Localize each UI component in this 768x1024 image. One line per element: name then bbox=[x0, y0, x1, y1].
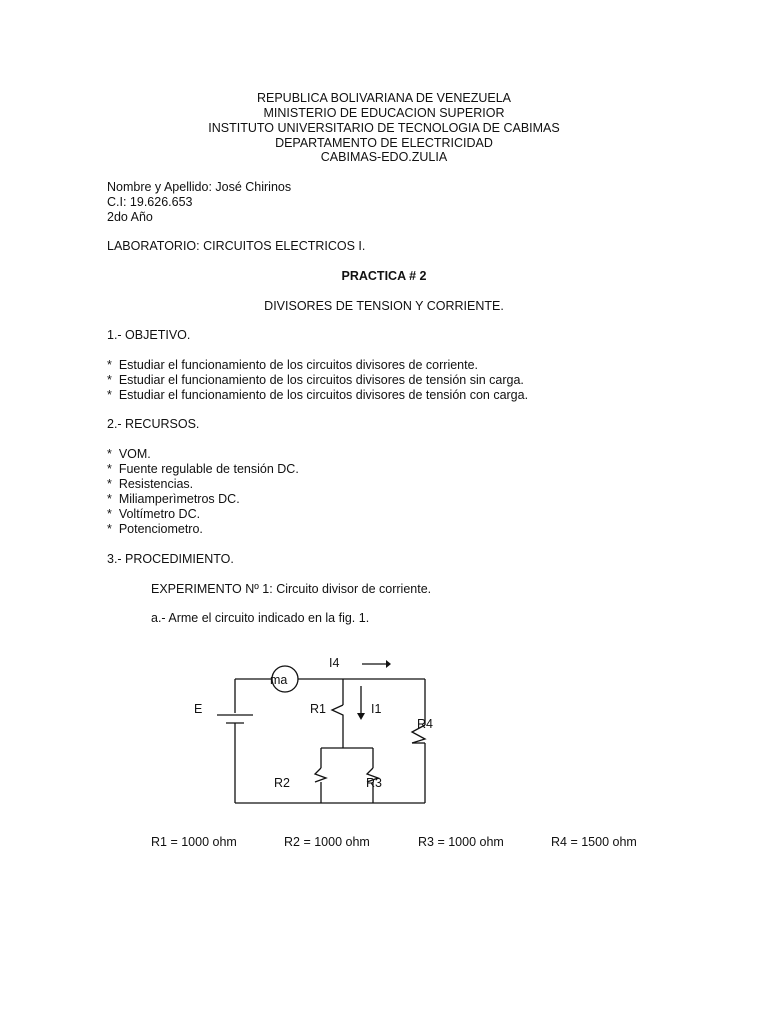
lab-title: LABORATORIO: CIRCUITOS ELECTRICOS I. bbox=[107, 239, 366, 253]
label-ma: ma bbox=[270, 673, 288, 687]
value-r1: R1 = 1000 ohm bbox=[151, 835, 237, 849]
value-r3: R3 = 1000 ohm bbox=[418, 835, 504, 849]
header-line-department: DEPARTAMENTO DE ELECTRICIDAD bbox=[275, 136, 493, 150]
objective-item: * Estudiar el funcionamiento de los circuitos divisores de tensión con carga. bbox=[107, 388, 528, 403]
label-r4: R4 bbox=[417, 717, 433, 731]
resource-item: * Fuente regulable de tensión DC. bbox=[107, 462, 299, 477]
label-r1: R1 bbox=[310, 702, 326, 716]
objective-heading: 1.- OBJETIVO. bbox=[107, 328, 191, 342]
resistor-r2 bbox=[315, 768, 326, 782]
header-line-republic: REPUBLICA BOLIVARIANA DE VENEZUELA bbox=[256, 91, 512, 105]
resource-item: * Potenciometro. bbox=[107, 522, 203, 537]
value-r2: R2 = 1000 ohm bbox=[284, 835, 370, 849]
resource-item: * Miliamperìmetros DC. bbox=[107, 492, 240, 507]
experiment-title: EXPERIMENTO Nº 1: Circuito divisor de corriente. bbox=[151, 582, 432, 596]
objective-item: * Estudiar el funcionamiento de los circuitos divisores de corriente. bbox=[107, 358, 478, 373]
resource-item: * VOM. bbox=[107, 447, 151, 462]
resources-heading: 2.- RECURSOS. bbox=[107, 417, 200, 431]
arrow-i1-head bbox=[357, 713, 365, 720]
label-e: E bbox=[194, 702, 203, 716]
label-r2: R2 bbox=[274, 776, 290, 790]
arrow-i4-head bbox=[386, 660, 391, 668]
practice-title: PRACTICA # 2 bbox=[341, 269, 427, 283]
label-r3: R3 bbox=[366, 776, 382, 790]
label-i1: I1 bbox=[371, 702, 382, 716]
value-r4: R4 = 1500 ohm bbox=[551, 835, 637, 849]
student-name: Nombre y Apellido: José Chirinos bbox=[107, 180, 292, 194]
procedure-step-a: a.- Arme el circuito indicado en la fig. 1. bbox=[151, 611, 370, 625]
header-line-institute: INSTITUTO UNIVERSITARIO DE TECNOLOGIA DE CABIMAS bbox=[208, 121, 560, 135]
label-i4: I4 bbox=[329, 656, 340, 670]
objective-item: * Estudiar el funcionamiento de los circuitos divisores de tensión sin carga. bbox=[107, 373, 524, 388]
resource-item: * Voltímetro DC. bbox=[107, 507, 200, 522]
student-year: 2do Año bbox=[107, 210, 153, 224]
header-line-city: CABIMAS-EDO.ZULIA bbox=[320, 150, 448, 164]
practice-subtitle: DIVISORES DE TENSION Y CORRIENTE. bbox=[264, 299, 504, 313]
student-ci: C.I: 19.626.653 bbox=[107, 195, 193, 209]
circuit-diagram bbox=[180, 650, 450, 820]
procedure-heading: 3.- PROCEDIMIENTO. bbox=[107, 552, 234, 566]
resistor-r1 bbox=[332, 705, 343, 722]
header-line-ministry: MINISTERIO DE EDUCACION SUPERIOR bbox=[263, 106, 505, 120]
resource-item: * Resistencias. bbox=[107, 477, 193, 492]
